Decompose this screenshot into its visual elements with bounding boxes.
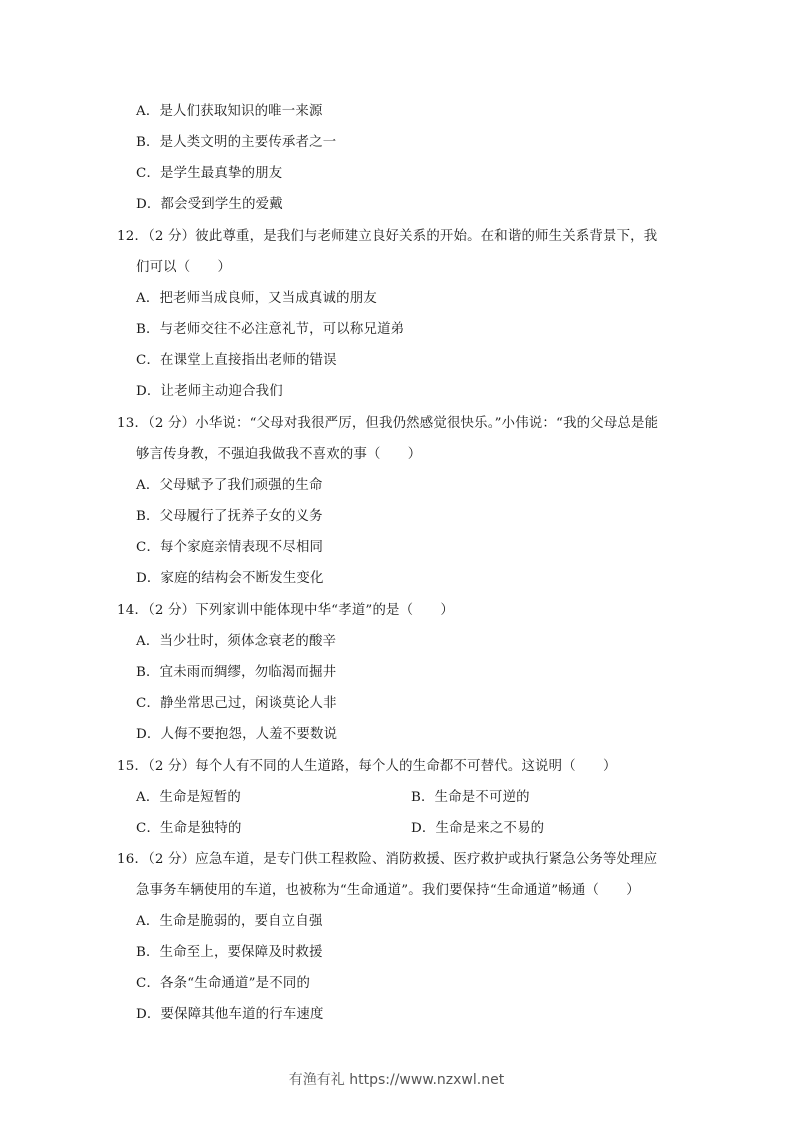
q13-option-b: B．父母履行了抚养子女的义务 (136, 509, 323, 524)
q16-option-a: A．生命是脆弱的，要自立自强 (136, 914, 323, 929)
q14-stem: 14．（2 分）下列家训中能体现中华“孝道”的是（ ） (117, 603, 454, 618)
q14-option-d: D．人侮不要抱怨，人羞不要数说 (136, 727, 338, 742)
q14-option-a: A．当少壮时，须体念衰老的酸辛 (136, 634, 337, 649)
q11-option-a: A．是人们获取知识的唯一来源 (136, 104, 323, 119)
q14-option-b: B．宜未雨而绸缪，勿临渴而掘井 (136, 665, 337, 680)
q12-stem-cont: 们可以（ ） (136, 260, 232, 275)
q16-option-c: C．各条“生命通道”是不同的 (136, 976, 311, 991)
q16-stem-cont: 急事务车辆使用的车道，也被称为“生命通道”。我们要保持“生命通道”畅通（ ） (136, 883, 640, 898)
q14-option-c: C．静坐常思己过，闲谈莫论人非 (136, 696, 337, 711)
q13-option-a: A．父母赋予了我们顽强的生命 (136, 478, 323, 493)
q15-option-d: D．生命是来之不易的 (411, 821, 545, 836)
q13-stem: 13．（2 分）小华说：“父母对我很严厉，但我仍然感觉很快乐。”小伟说：“我的父母总是能 (117, 416, 659, 431)
q13-option-d: D．家庭的结构会不断发生变化 (136, 571, 324, 586)
q12-option-b: B．与老师交往不必注意礼节，可以称兄道弟 (136, 322, 405, 337)
q16-option-b: B．生命至上，要保障及时救援 (136, 945, 323, 960)
q15-option-a: A．生命是短暂的 (136, 790, 242, 805)
q13-option-c: C．每个家庭亲情表现不尽相同 (136, 540, 324, 555)
q16-option-d: D．要保障其他车道的行车速度 (136, 1007, 324, 1022)
q11-option-b: B．是人类文明的主要传承者之一 (136, 135, 337, 150)
q15-option-b: B．生命是不可逆的 (411, 790, 530, 805)
footer-watermark: 有渔有礼 https://www.nzxwl.net (288, 1072, 505, 1088)
q12-option-a: A．把老师当成良师，又当成真诚的朋友 (136, 291, 377, 306)
q12-stem: 12．（2 分）彼此尊重，是我们与老师建立良好关系的开始。在和谐的师生关系背景下，我 (117, 229, 658, 244)
q11-option-d: D．都会受到学生的爱戴 (136, 197, 283, 212)
q15-option-c: C．生命是独特的 (136, 821, 242, 836)
q12-option-d: D．让老师主动迎合我们 (136, 384, 283, 399)
q15-stem: 15．（2 分）每个人有不同的人生道路，每个人的生命都不可替代。这说明（ ） (117, 759, 617, 774)
q13-stem-cont: 够言传身教，不强迫我做我不喜欢的事（ ） (136, 447, 422, 462)
q16-stem: 16．（2 分）应急车道，是专门供工程救险、消防救援、医疗救护或执行紧急公务等处理应 (117, 852, 658, 867)
q12-option-c: C．在课堂上直接指出老师的错误 (136, 353, 337, 368)
q11-option-c: C．是学生最真挚的朋友 (136, 166, 283, 181)
